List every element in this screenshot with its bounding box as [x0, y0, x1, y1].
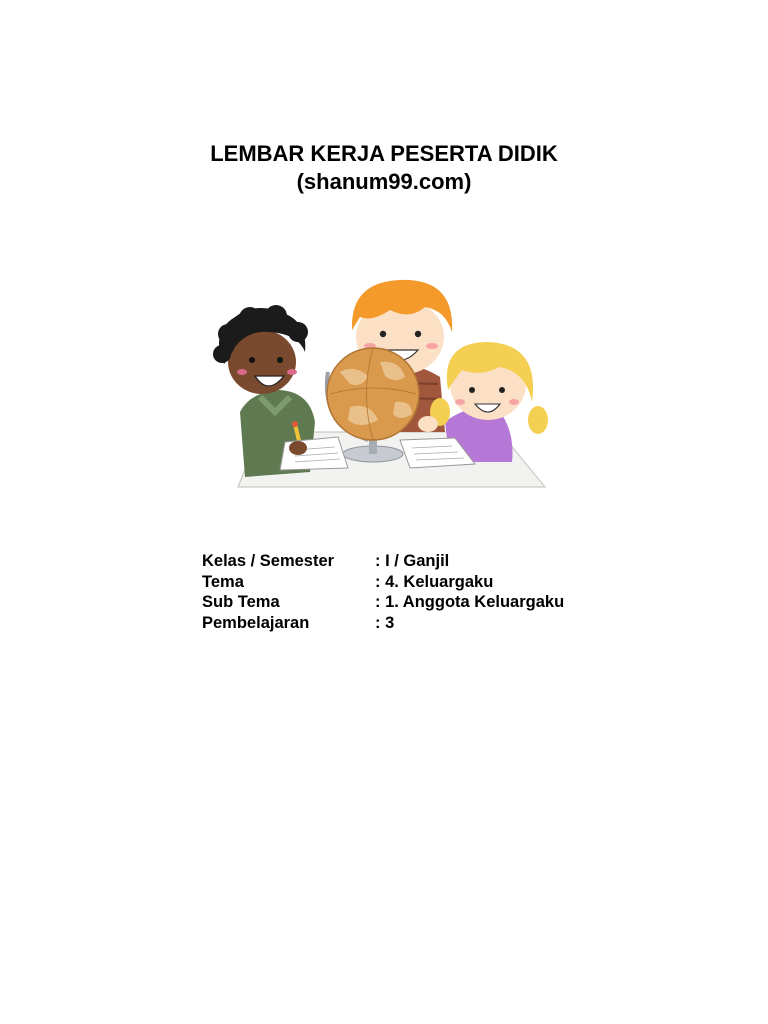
info-label: Tema [202, 572, 244, 591]
class-info-table [202, 551, 564, 633]
document-title: LEMBAR KERJA PESERTA DIDIK [210, 141, 558, 166]
info-value: : 1. Anggota Keluargaku [375, 593, 565, 611]
globe-icon [327, 348, 419, 440]
illustration-svg [200, 272, 550, 492]
info-row-kelas-semester [202, 551, 564, 572]
paper-left [280, 437, 348, 470]
info-row-pembelajaran [202, 613, 564, 634]
kids-with-globe-illustration [200, 272, 550, 492]
info-value: : I / Ganjil [375, 552, 450, 570]
info-row-tema [202, 572, 564, 593]
info-label: Pembelajaran [202, 613, 310, 632]
info-label: Sub Tema [202, 593, 280, 611]
info-row-sub-tema [202, 592, 564, 613]
info-value: : 4. Keluargaku [375, 572, 494, 591]
info-value: : 3 [375, 613, 395, 632]
document-subtitle: (shanum99.com) [296, 169, 472, 194]
info-label: Kelas / Semester [202, 552, 335, 570]
